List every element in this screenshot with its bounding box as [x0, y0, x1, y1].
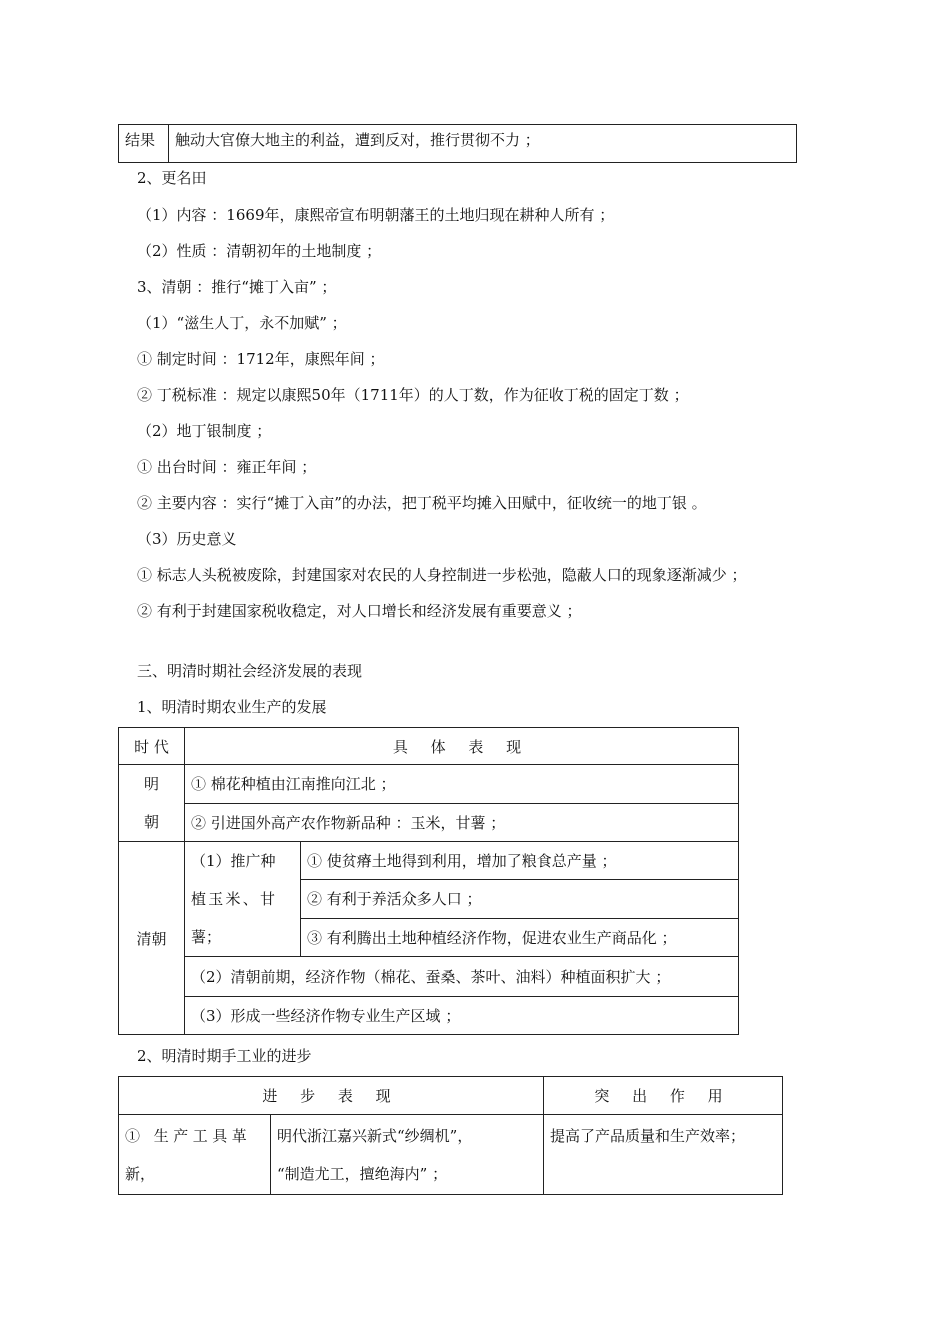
- text-line: ② 有利于封建国家税收稳定，对人口增长和经济发展有重要意义 ；: [137, 602, 582, 620]
- craft-detail-line-2: “制造尤工，擅绝海内” ；: [277, 1165, 448, 1183]
- header-era: 时 代: [119, 728, 185, 765]
- section-title: 三、明清时期社会经济发展的表现: [137, 662, 363, 680]
- qing-sub-row: ① 使贫瘠土地得到利用，增加了粮食总产量 ；: [301, 842, 739, 880]
- ming-row: ② 引进国外高产农作物新品种 ：玉米，甘薯 ；: [185, 803, 739, 842]
- subsection-title: 2、明清时期手工业的进步: [137, 1047, 312, 1065]
- text-line: （1）内容 ：1669年，康熙帝宣布明朝藩王的土地归现在耕种人所有 ；: [137, 206, 615, 224]
- ming-row: ① 棉花种植由江南推向江北 ；: [185, 765, 739, 804]
- handicraft-table: [118, 1076, 783, 1195]
- text-line: ① 制定时间 ：1712年，康熙年间 ；: [137, 350, 385, 368]
- text-line: （1）“滋生人丁，永不加赋” ；: [137, 314, 347, 332]
- qing-row: （2）清朝前期，经济作物（棉花、蚕桑、茶叶、油料）种植面积扩大 ；: [185, 957, 739, 997]
- heading-qingchao: 3、清朝 ：推行“摊丁入亩” ；: [137, 278, 337, 296]
- qing-sub-heading: [185, 842, 301, 957]
- text-line: （3）历史意义: [137, 530, 237, 548]
- agriculture-table: [118, 727, 739, 1035]
- qing-sub-row: ③ 有利腾出土地种植经济作物，促进农业生产商品化 ；: [301, 918, 739, 956]
- qing-sub-line-2: 植玉米、甘: [191, 890, 278, 908]
- subsection-title: 1、明清时期农业生产的发展: [137, 698, 327, 716]
- text-line: ② 主要内容 ：实行“摊丁入亩”的办法，把丁税平均摊入田赋中，征收统一的地丁银 。: [137, 494, 707, 512]
- era-ming-char-2: 朝: [143, 813, 159, 831]
- craft-item-line-1: ① 生产工具革: [125, 1127, 252, 1145]
- craft-effect: 提高了产品质量和生产效率；: [544, 1115, 783, 1195]
- text-line: ① 标志人头税被废除，封建国家对农民的人身控制进一步松弛，隐蔽人口的现象逐渐减少 ；: [137, 566, 747, 584]
- era-ming-char-1: 明: [143, 775, 159, 793]
- qing-row: （3）形成一些经济作物专业生产区域 ；: [185, 997, 739, 1035]
- heading-gengmingtian: 2、更名田: [137, 169, 207, 187]
- qing-sub-line-3: 薯；: [191, 928, 222, 946]
- header-progress: 进 步 表 现: [119, 1077, 544, 1115]
- result-table: [118, 124, 797, 163]
- header-details: 具 体 表 现: [185, 728, 739, 765]
- craft-item: [119, 1115, 271, 1195]
- text-line: （2）性质 ：清朝初年的土地制度 ；: [137, 242, 382, 260]
- era-ming: [119, 765, 185, 842]
- result-text: 触动大官僚大地主的利益，遭到反对，推行贯彻不力 ；: [169, 125, 797, 163]
- text-line: ② 丁税标准 ：规定以康熙50年（1711年）的人丁数，作为征收丁税的固定丁数 ；: [137, 386, 689, 404]
- text-line: （2）地丁银制度 ；: [137, 422, 272, 440]
- header-role: 突 出 作 用: [544, 1077, 783, 1115]
- qing-sub-row: ② 有利于养活众多人口 ；: [301, 880, 739, 918]
- craft-detail-line-1: 明代浙江嘉兴新式“纱绸机”，: [277, 1127, 473, 1145]
- craft-item-line-2: 新，: [125, 1165, 156, 1183]
- result-label: 结果: [119, 125, 169, 163]
- era-qing: 清朝: [119, 842, 185, 1035]
- qing-sub-line-1: （1）推广种: [191, 852, 276, 870]
- craft-detail: [271, 1115, 544, 1195]
- text-line: ① 出台时间 ：雍正年间 ；: [137, 458, 317, 476]
